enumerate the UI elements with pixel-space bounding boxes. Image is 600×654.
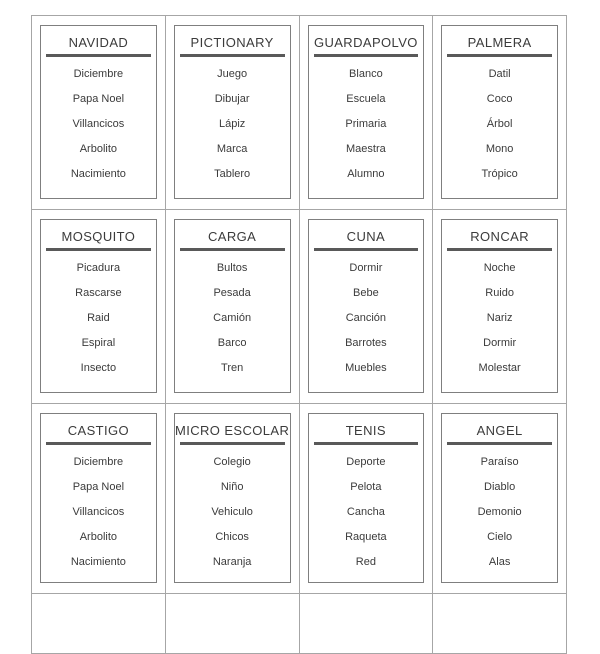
card-title: PALMERA	[467, 35, 532, 50]
card-word: Bebe	[353, 286, 379, 299]
card-title: GUARDAPOLVO	[313, 35, 418, 50]
title-underline	[46, 54, 151, 57]
card-title: NAVIDAD	[68, 35, 129, 50]
card-word: Naranja	[212, 555, 252, 568]
card-word: Diciembre	[73, 67, 124, 80]
card-word: Primaria	[345, 117, 387, 130]
title-underline	[447, 54, 552, 57]
taboo-card-carga	[174, 219, 291, 393]
taboo-card-guardapolvo	[308, 25, 425, 199]
card-word: Noche	[483, 261, 516, 274]
card-word-list	[309, 449, 424, 574]
card-word: Raqueta	[345, 530, 387, 543]
card-word: Maestra	[346, 142, 386, 155]
grid-cell	[300, 210, 434, 404]
card-word: Raid	[87, 311, 110, 324]
card-word: Barrotes	[345, 336, 387, 349]
card-title: CUNA	[346, 229, 386, 244]
card-word: Diciembre	[73, 455, 124, 468]
card-word: Villancicos	[72, 505, 125, 518]
card-word-list	[442, 61, 557, 186]
grid-cell	[433, 16, 567, 210]
card-word: Cancha	[346, 505, 385, 518]
card-word: Cielo	[487, 530, 513, 543]
card-word: Papa Noel	[72, 480, 125, 493]
card-word: Blanco	[349, 67, 383, 80]
card-word-list	[41, 449, 156, 574]
card-word: Paraíso	[480, 455, 519, 468]
card-word: Árbol	[486, 117, 513, 130]
card-word: Nacimiento	[70, 167, 126, 180]
taboo-card-castigo	[40, 413, 157, 583]
title-underline	[46, 442, 151, 445]
card-word: Coco	[486, 92, 513, 105]
card-title: PICTIONARY	[190, 35, 274, 50]
card-word: Trópico	[481, 167, 518, 180]
title-underline	[314, 54, 419, 57]
card-word: Arbolito	[79, 142, 118, 155]
card-word: Tablero	[214, 167, 251, 180]
card-word: Deporte	[346, 455, 386, 468]
card-word-list	[175, 255, 290, 380]
card-word: Espiral	[81, 336, 116, 349]
card-word: Dormir	[349, 261, 383, 274]
taboo-card-cuna	[308, 219, 425, 393]
grid-cell	[433, 210, 567, 404]
grid-cell	[32, 210, 166, 404]
card-word: Juego	[217, 67, 248, 80]
card-word: Colegio	[213, 455, 251, 468]
grid-cell-partial	[166, 594, 300, 654]
card-word: Dormir	[483, 336, 517, 349]
card-word: Escuela	[346, 92, 386, 105]
card-title: TENIS	[345, 423, 387, 438]
card-word: Camión	[213, 311, 252, 324]
taboo-card-mosquito	[40, 219, 157, 393]
grid-cell-partial	[433, 594, 567, 654]
card-word: Lápiz	[218, 117, 246, 130]
grid-cell	[32, 16, 166, 210]
title-underline	[314, 442, 419, 445]
title-underline	[314, 248, 419, 251]
taboo-card-angel	[441, 413, 558, 583]
grid-cell	[433, 404, 567, 594]
card-word-list	[309, 255, 424, 380]
title-underline	[180, 248, 285, 251]
card-word: Picadura	[76, 261, 121, 274]
card-word: Niño	[220, 480, 244, 493]
card-word: Datil	[488, 67, 511, 80]
taboo-card-palmera	[441, 25, 558, 199]
grid-cell	[32, 404, 166, 594]
card-word: Pesada	[213, 286, 251, 299]
title-underline	[180, 54, 285, 57]
title-underline	[447, 442, 552, 445]
card-word-list	[175, 61, 290, 186]
grid-cell	[300, 16, 434, 210]
grid-cell	[166, 404, 300, 594]
grid-cell	[166, 16, 300, 210]
taboo-card-pictionary	[174, 25, 291, 199]
card-word: Alumno	[347, 167, 385, 180]
card-title: CARGA	[208, 229, 257, 244]
card-title: MOSQUITO	[61, 229, 136, 244]
grid-cell	[300, 404, 434, 594]
card-title: MICRO ESCOLAR	[174, 423, 290, 438]
card-word: Rascarse	[75, 286, 122, 299]
card-word: Insecto	[80, 361, 117, 374]
card-word-list	[442, 255, 557, 380]
card-word: Red	[355, 555, 376, 568]
card-word: Muebles	[345, 361, 387, 374]
title-underline	[180, 442, 285, 445]
card-title: ANGEL	[476, 423, 523, 438]
card-word: Diablo	[484, 480, 516, 493]
card-word-list	[41, 61, 156, 186]
card-title: CASTIGO	[67, 423, 130, 438]
card-word: Nariz	[486, 311, 513, 324]
taboo-card-tenis	[308, 413, 425, 583]
card-sheet	[31, 15, 567, 654]
taboo-card-roncar	[441, 219, 558, 393]
card-word: Chicos	[215, 530, 249, 543]
card-word: Demonio	[477, 505, 522, 518]
title-underline	[46, 248, 151, 251]
grid-cell-partial	[32, 594, 166, 654]
card-word: Pelota	[350, 480, 382, 493]
grid-cell-partial	[300, 594, 434, 654]
card-word: Dibujar	[214, 92, 250, 105]
card-word-list	[309, 61, 424, 186]
card-word: Barco	[217, 336, 247, 349]
taboo-card-navidad	[40, 25, 157, 199]
taboo-card-micro-escolar	[174, 413, 291, 583]
card-title: RONCAR	[470, 229, 529, 244]
card-word: Ruido	[485, 286, 514, 299]
card-word: Alas	[488, 555, 511, 568]
card-word: Marca	[216, 142, 248, 155]
card-word: Molestar	[478, 361, 521, 374]
card-word-list	[442, 449, 557, 574]
card-word: Nacimiento	[70, 555, 126, 568]
card-word: Vehiculo	[211, 505, 253, 518]
card-word: Arbolito	[79, 530, 118, 543]
card-word: Canción	[345, 311, 387, 324]
card-word: Mono	[485, 142, 514, 155]
grid-cell	[166, 210, 300, 404]
card-word-list	[175, 449, 290, 574]
card-word: Papa Noel	[72, 92, 125, 105]
card-word-list	[41, 255, 156, 380]
card-word: Tren	[221, 361, 244, 374]
card-word: Bultos	[216, 261, 248, 274]
card-word: Villancicos	[72, 117, 125, 130]
title-underline	[447, 248, 552, 251]
